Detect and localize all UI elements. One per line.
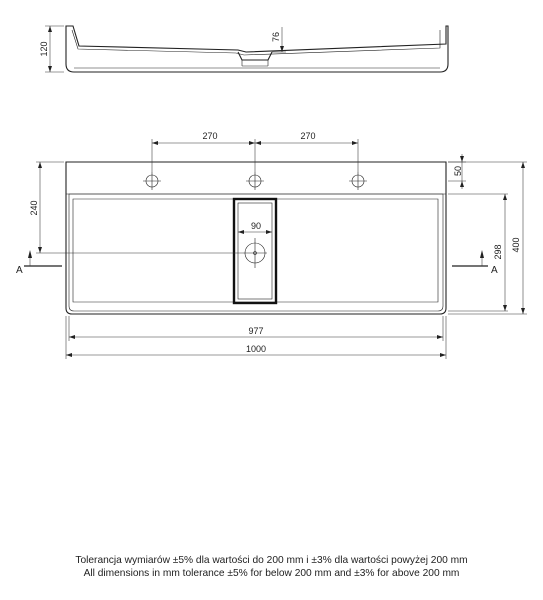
- section-mark-left-arrow: [28, 250, 32, 258]
- dim-400-arrow-bottom: [521, 308, 525, 314]
- dim-977-arrow-right: [437, 335, 443, 339]
- dim-270-arrow-2: [249, 141, 255, 145]
- dim-90-label: 90: [250, 221, 262, 231]
- basin-rim: [69, 194, 443, 311]
- dim-270-arrow-4: [352, 141, 358, 145]
- dim-50-arrow-bottom: [460, 181, 464, 187]
- tolerance-note-english: All dimensions in mm tolerance ±5% for below 200 mm and ±3% for above 200 mm: [83, 568, 460, 579]
- tolerance-notes: [0, 554, 543, 580]
- section-mark-right-label: A: [491, 265, 498, 276]
- side-view-drain: [238, 52, 272, 60]
- dim-298-arrow-top: [503, 194, 507, 200]
- dim-977-arrow-left: [69, 335, 75, 339]
- dim-90-arrow-left: [238, 230, 244, 234]
- dim-270-left-label: 270: [202, 131, 218, 141]
- dim-298-arrow-bottom: [503, 305, 507, 311]
- dim-270-arrow-1: [152, 141, 158, 145]
- section-mark-right-arrow: [480, 250, 484, 258]
- dim-270-arrow-3: [255, 141, 261, 145]
- dim-270-right-label: 270: [300, 131, 316, 141]
- dim-50-label: 50: [453, 165, 463, 177]
- dim-298-label: 298: [493, 244, 503, 260]
- dim-76-label: 76: [271, 31, 281, 43]
- top-view-outer-outline: [66, 162, 446, 314]
- dim-1000-label: 1000: [245, 344, 267, 354]
- dim-1000-arrow-right: [440, 353, 446, 357]
- section-mark-left-label: A: [16, 265, 23, 276]
- dim-120-label: 120: [39, 41, 49, 57]
- dim-120-arrow-bottom: [48, 66, 52, 72]
- tolerance-note-polish: Tolerancja wymiarów ±5% dla wartości do 200 mm i ±3% dla wartości powyżej 200 mm: [75, 555, 468, 566]
- dim-120-arrow-top: [48, 26, 52, 32]
- dim-240-arrow-bottom: [38, 247, 42, 253]
- dim-977-label: 977: [248, 326, 264, 336]
- side-view-outline: [66, 26, 448, 72]
- dim-90-arrow-right: [266, 230, 272, 234]
- side-view: [39, 26, 448, 72]
- top-view: [16, 131, 527, 359]
- basin-interior: [73, 199, 438, 302]
- dim-400-label: 400: [511, 237, 521, 253]
- dim-1000-arrow-left: [66, 353, 72, 357]
- dim-240-label: 240: [29, 200, 39, 216]
- dim-240-arrow-top: [38, 162, 42, 168]
- dim-400-arrow-top: [521, 162, 525, 168]
- dim-50-arrow-top: [460, 156, 464, 162]
